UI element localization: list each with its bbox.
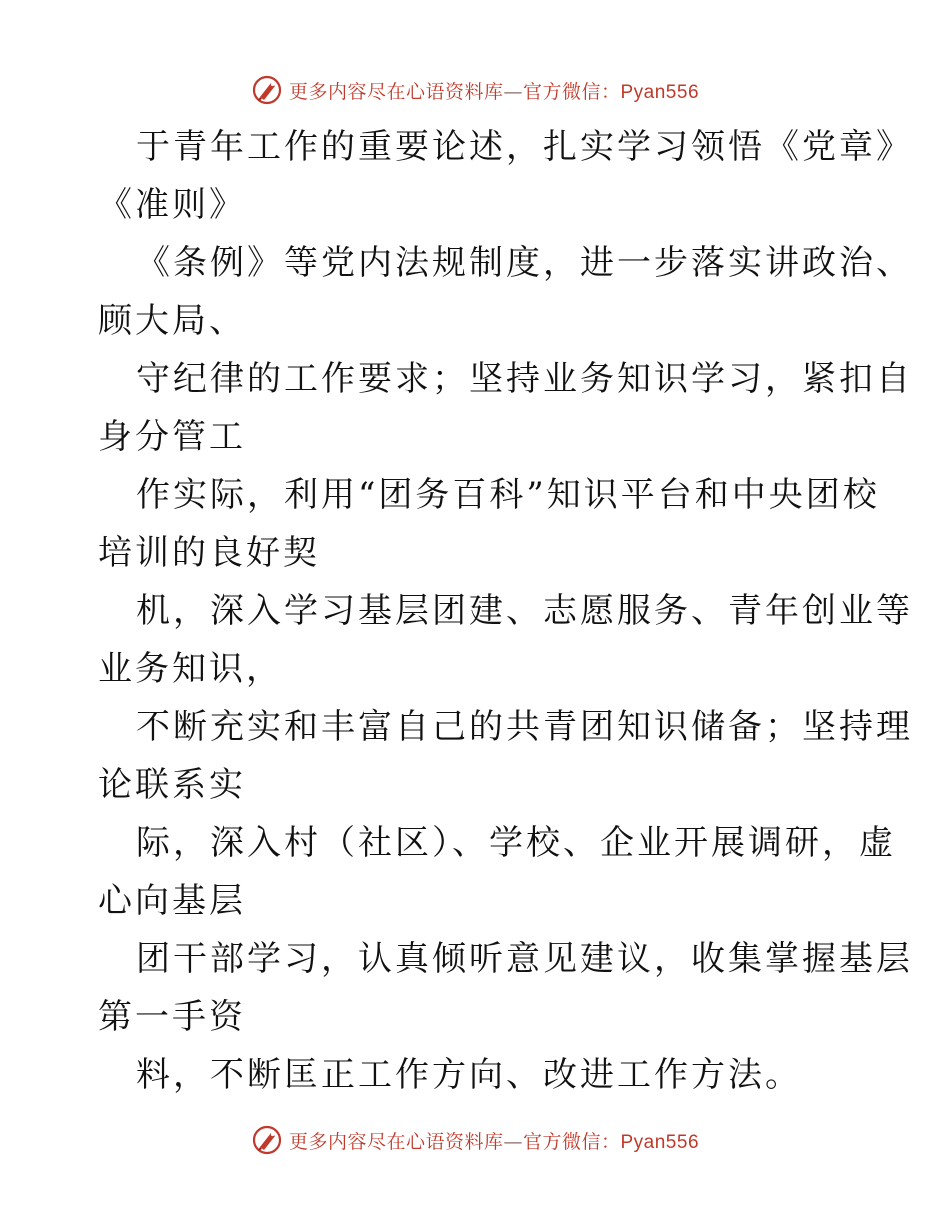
- watermark-prefix: 更多内容尽在心语资料库: [288, 80, 504, 103]
- body-line: 守纪律的工作要求；坚持业务知识学习，紧扣自: [136, 359, 913, 399]
- watermark-suffix: 官方微信：: [522, 1130, 621, 1153]
- body-line: 论联系实: [98, 765, 246, 805]
- document-body: [98, 118, 913, 1104]
- pen-logo-icon: [251, 74, 283, 106]
- watermark-text: [289, 77, 699, 104]
- body-line: 不断充实和丰富自己的共青团知识储备；坚持理: [136, 707, 913, 747]
- watermark-account: Pyan556: [620, 81, 700, 103]
- body-line: 业务知识，: [98, 649, 283, 689]
- body-line: 机，深入学习基层团建、志愿服务、青年创业等: [136, 591, 913, 631]
- watermark-suffix: 官方微信：: [522, 80, 621, 103]
- body-line: 身分管工: [98, 417, 246, 457]
- body-line: 第一手资: [98, 997, 246, 1037]
- watermark-prefix: 更多内容尽在心语资料库: [288, 1130, 504, 1153]
- body-line: 《准则》: [98, 185, 246, 225]
- watermark-account: Pyan556: [620, 1131, 700, 1153]
- body-line: 《条例》等党内法规制度，进一步落实讲政治、: [136, 243, 913, 283]
- body-line: 团干部学习，认真倾听意见建议，收集掌握基层: [136, 939, 913, 979]
- body-line: 心向基层: [98, 881, 246, 921]
- body-line: 料，不断匡正工作方向、改进工作方法。: [136, 1055, 802, 1095]
- body-line: 际，深入村（社区）、学校、企业开展调研，虚: [136, 823, 896, 863]
- watermark-separator: —: [503, 80, 523, 103]
- pen-logo-icon: [251, 1124, 283, 1156]
- watermark-text: [289, 1127, 699, 1154]
- body-line: 于青年工作的重要论述，扎实学习领悟《党章》: [136, 127, 913, 167]
- footer-watermark: [0, 1120, 950, 1160]
- header-watermark: [0, 70, 950, 110]
- body-line: 顾大局、: [98, 301, 246, 341]
- body-line: 作实际，利用“团务百科”知识平台和中央团校: [136, 475, 880, 515]
- watermark-separator: —: [503, 1130, 523, 1153]
- body-line: 培训的良好契: [98, 533, 320, 573]
